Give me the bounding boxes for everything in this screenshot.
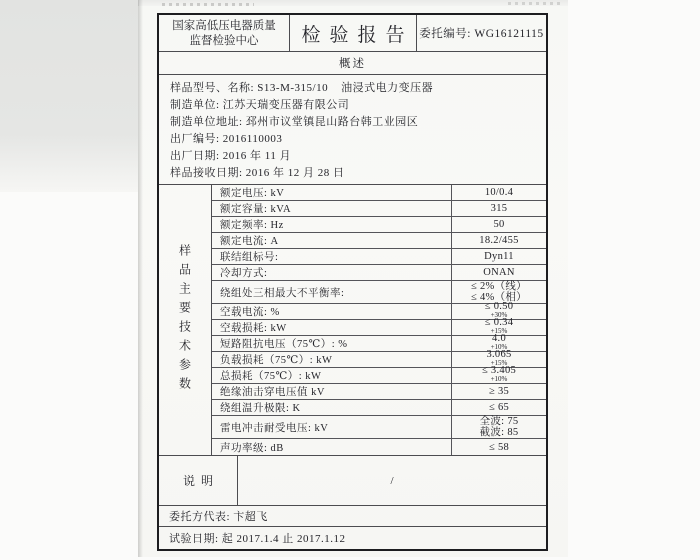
overview-section-title: 概述 (159, 52, 546, 75)
param-value: ≤ 0.34 $^{+15\%}$ (484, 316, 514, 335)
note-value: / (390, 474, 394, 487)
param-row (212, 233, 546, 249)
param-value: ≤ 3.405 $^{+10\%}$ (481, 364, 517, 383)
param-row (212, 400, 546, 416)
paper-edge-shadow (138, 0, 143, 557)
report-title: 检验报告 (290, 15, 417, 51)
param-label: 冷却方式: (212, 265, 452, 280)
param-value: 18.2/455 (479, 235, 519, 246)
param-label: 负载损耗（75℃）: kW (212, 352, 452, 367)
param-value: 50 (493, 219, 505, 230)
param-value: 4.0 $^{+10\%}$ (490, 332, 508, 351)
note-row (159, 456, 546, 506)
param-value: ≤ 0.50 $^{+30\%}$ (484, 300, 514, 319)
param-row (212, 332, 546, 352)
report-header-row (159, 15, 546, 52)
params-section (159, 185, 546, 456)
scan-background-gray (0, 0, 139, 192)
overview-line: 制造单位: 江苏天瑞变压器有限公司 (170, 98, 350, 111)
param-value: ≥ 35 (488, 386, 510, 397)
param-row (212, 416, 546, 439)
client-representative-row: 委托方代表: 卞超飞 (159, 506, 546, 527)
param-label: 联结组标号: (212, 249, 452, 264)
note-label: 说明 (159, 456, 238, 505)
overview-line: 出厂编号: 2016110003 (170, 133, 283, 146)
overview-section (159, 75, 546, 185)
param-value: ≤ 58 (488, 441, 510, 453)
param-row (212, 185, 546, 201)
params-side-label: 样品主要技术参数 (159, 185, 212, 455)
overview-line: 样品接收日期: 2016 年 12 月 28 日 (170, 167, 345, 180)
org-name-line2: 监督检验中心 (189, 34, 259, 47)
param-row (212, 439, 546, 455)
scan-artifact (508, 2, 564, 5)
param-label: 总损耗（75℃）: kW (212, 368, 452, 383)
param-value: 3.065 $^{+15\%}$ (486, 348, 512, 367)
param-row (212, 249, 546, 265)
param-value: ≤ 2%（线） ≤ 4%（相） (471, 281, 527, 303)
param-row (212, 364, 546, 384)
overview-line: 制造单位地址: 邳州市议堂镇昆山路台韩工业园区 (170, 115, 419, 128)
param-label: 额定电压: kV (212, 185, 452, 200)
scan-artifact (162, 3, 254, 6)
param-label: 绝缘油击穿电压值 kV (212, 384, 452, 399)
org-name-line1: 国家高低压电器质量 (172, 19, 276, 32)
param-value: 10/0.4 (484, 187, 514, 198)
param-label: 绕组温升极限: K (212, 400, 452, 415)
param-label: 额定容量: kVA (212, 201, 452, 216)
org-name-cell (159, 15, 290, 51)
param-value: ONAN (483, 267, 515, 278)
param-row (212, 348, 546, 368)
params-rows (212, 185, 546, 455)
param-label: 额定电流: A (212, 233, 452, 248)
param-row (212, 217, 546, 233)
overview-line: 出厂日期: 2016 年 11 月 (170, 150, 292, 163)
param-label: 声功率级: dB (212, 439, 452, 455)
report-table (157, 13, 548, 551)
test-date-row: 试验日期: 起 2017.1.4 止 2017.1.12 (169, 533, 346, 545)
param-row (212, 300, 546, 320)
param-label: 绕组处三相最大不平衡率: (212, 281, 452, 303)
param-label: 额定频率: Hz (212, 217, 452, 232)
param-row (212, 316, 546, 336)
param-value: ≤ 65 (488, 402, 510, 413)
param-label: 空载电流: % (212, 304, 452, 319)
param-value: 全波: 75 截波: 85 (479, 416, 519, 438)
param-label: 雷电冲击耐受电压: kV (212, 416, 452, 438)
param-value: 315 (490, 203, 508, 214)
param-label: 短路阻抗电压（75℃）: % (212, 336, 452, 351)
param-row (212, 384, 546, 400)
param-label: 空载损耗: kW (212, 320, 452, 335)
overview-line: 样品型号、名称: S13-M-315/10 油浸式电力变压器 (170, 81, 434, 94)
commission-number: 委托编号: WG16121115 (419, 28, 544, 40)
param-row (212, 201, 546, 217)
param-value: Dyn11 (484, 251, 514, 262)
param-row (212, 265, 546, 281)
